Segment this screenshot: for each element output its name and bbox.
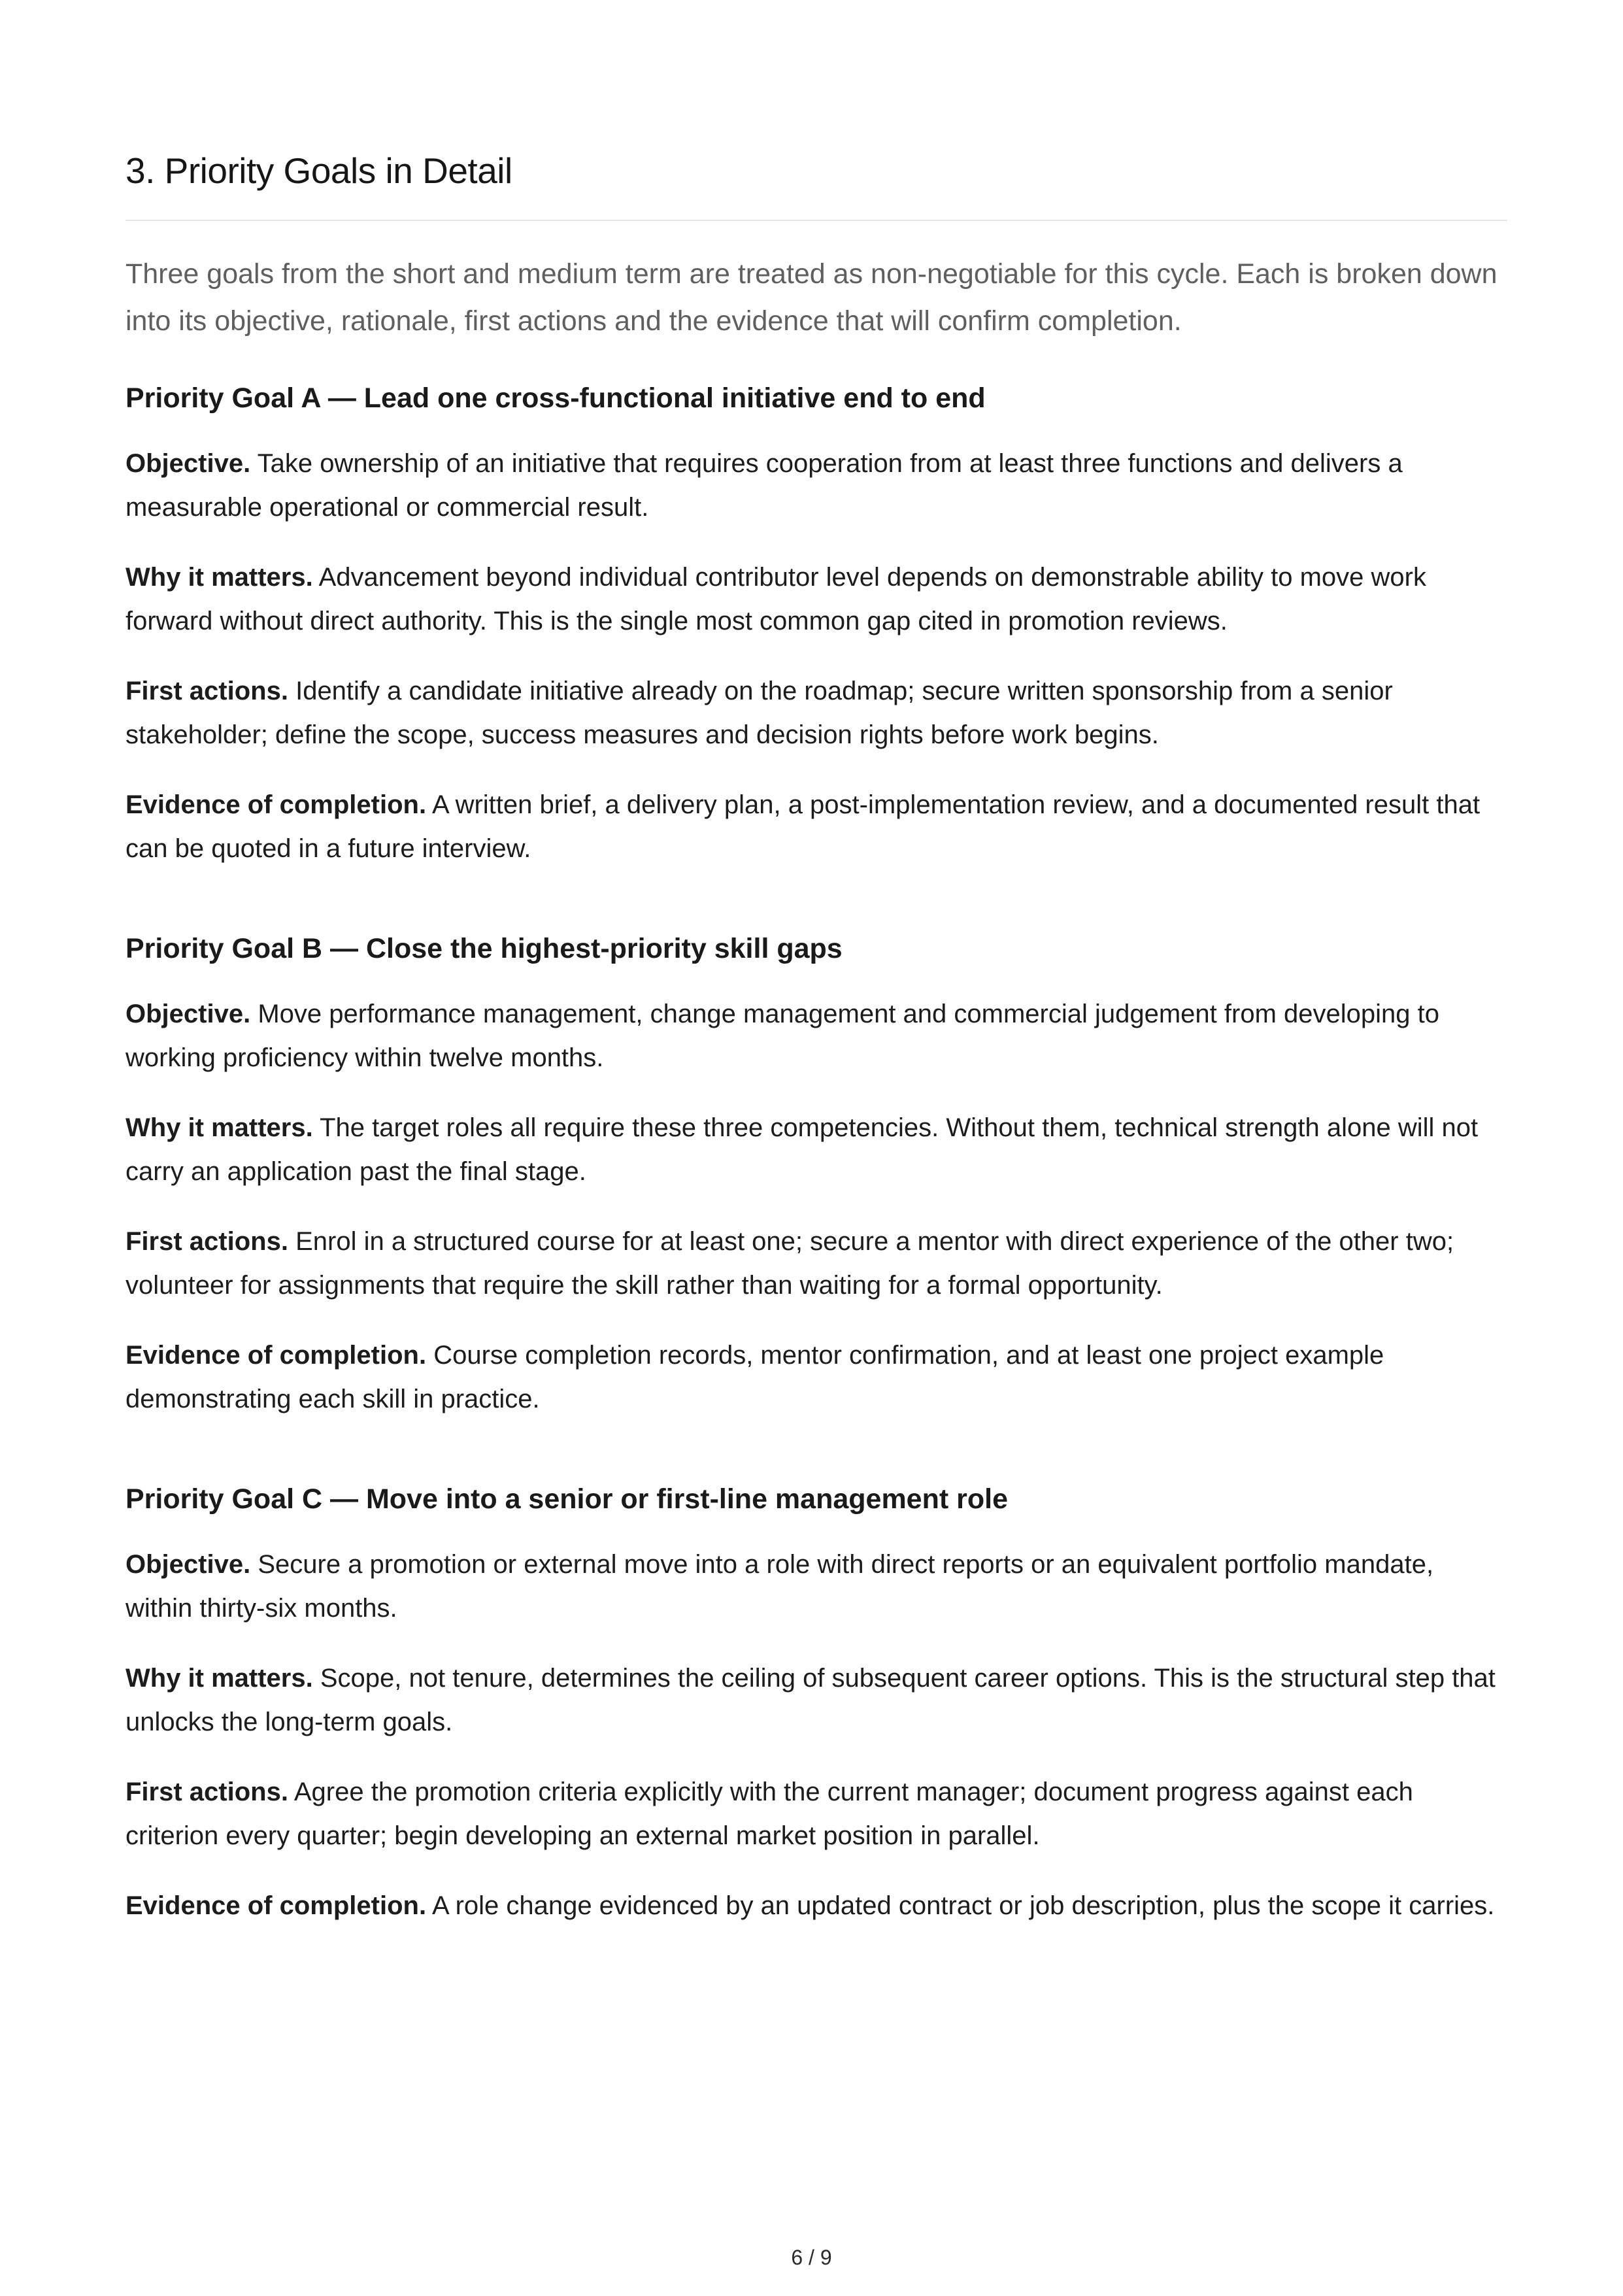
- why-text: Scope, not tenure, determines the ceiling of subsequent career options. This is the structural step that unlocks the long-term goals.: [125, 1664, 1496, 1736]
- evidence-label: Evidence of completion.: [125, 1341, 427, 1370]
- evidence-text: A role change evidenced by an updated contract or job description, plus the scope it carries.: [431, 1891, 1495, 1920]
- priority-goal-c: [125, 1479, 1507, 1928]
- evidence-text: Course completion records, mentor confirmation, and at least one project example demonstrating each skill in practice.: [125, 1341, 1384, 1413]
- goal-objective: [125, 1543, 1507, 1630]
- why-text: The target roles all require these three competencies. Without them, technical strength alone will not carry an application past the final stage.: [125, 1113, 1479, 1186]
- objective-label: Objective.: [125, 449, 251, 478]
- actions-label: First actions.: [125, 1227, 288, 1256]
- actions-label: First actions.: [125, 1778, 288, 1806]
- actions-text: Agree the promotion criteria explicitly with the current manager; document progress against each criterion every quarter; begin developing an external market position in parallel.: [125, 1778, 1413, 1850]
- title-divider: [125, 220, 1507, 221]
- why-label: Why it matters.: [125, 563, 313, 592]
- goal-evidence: [125, 1334, 1507, 1421]
- goal-actions: [125, 1220, 1507, 1308]
- page-number: 6 / 9: [791, 2246, 832, 2269]
- priority-goal-b: [125, 929, 1507, 1421]
- why-label: Why it matters.: [125, 1113, 313, 1142]
- goal-objective: [125, 992, 1507, 1080]
- section-intro: Three goals from the short and medium term are treated as non-negotiable for this cycle. Each is broken down into its objective, rationale, first actions and the evidence that will confirm completion.: [125, 258, 1498, 337]
- why-text: Advancement beyond individual contributor level depends on demonstrable ability to move work forward without direct authority. This is the single most common gap cited in promotion reviews.: [125, 563, 1426, 635]
- evidence-label: Evidence of completion.: [125, 1891, 427, 1920]
- section-title: 3. Priority Goals in Detail: [125, 150, 512, 191]
- objective-label: Objective.: [125, 1550, 251, 1579]
- goal-why: [125, 1106, 1507, 1194]
- goal-why: [125, 556, 1507, 643]
- goal-evidence: [125, 783, 1507, 871]
- goal-actions: [125, 669, 1507, 757]
- actions-text: Enrol in a structured course for at least one; secure a mentor with direct experience of the other two; volunteer for assignments that require the skill rather than waiting for a formal opportunity.: [125, 1227, 1454, 1300]
- goal-evidence: [125, 1884, 1507, 1928]
- evidence-label: Evidence of completion.: [125, 790, 427, 819]
- actions-text: Identify a candidate initiative already on the roadmap; secure written sponsorship from a senior stakeholder; define the scope, success measures and decision rights before work begins.: [125, 677, 1393, 749]
- objective-text: Secure a promotion or external move into a role with direct reports or an equivalent portfolio mandate, within thirty-six months.: [125, 1550, 1434, 1623]
- objective-label: Objective.: [125, 1000, 251, 1028]
- objective-text: Take ownership of an initiative that requires cooperation from at least three functions and delivers a measurable operational or commercial result.: [125, 449, 1403, 522]
- goal-why: [125, 1657, 1507, 1744]
- evidence-text: A written brief, a delivery plan, a post-implementation review, and a documented result that can be quoted in a future interview.: [125, 790, 1481, 863]
- goal-heading: Priority Goal B — Close the highest-priority skill gaps: [125, 933, 843, 964]
- goal-heading: Priority Goal C — Move into a senior or first-line management role: [125, 1483, 1008, 1515]
- goal-objective: [125, 442, 1507, 530]
- why-label: Why it matters.: [125, 1664, 313, 1693]
- objective-text: Move performance management, change management and commercial judgement from developing to working proficiency within twelve months.: [125, 1000, 1439, 1072]
- actions-label: First actions.: [125, 677, 288, 705]
- goal-actions: [125, 1770, 1507, 1858]
- priority-goal-a: [125, 379, 1507, 871]
- goal-heading: Priority Goal A — Lead one cross-functional initiative end to end: [125, 382, 986, 414]
